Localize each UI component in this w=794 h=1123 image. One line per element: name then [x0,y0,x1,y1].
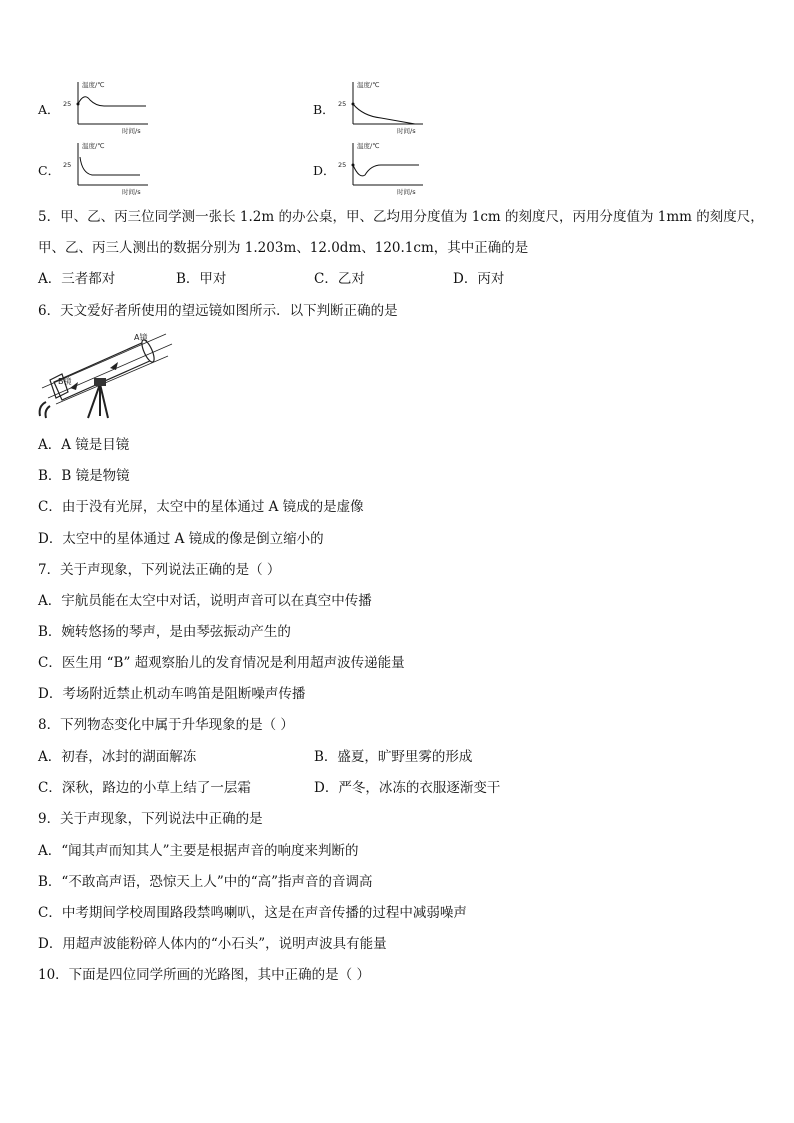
graph-option-d [313,139,423,197]
option-label: A． [38,102,60,117]
q8-option-c: C．深秋，路边的小草上结了一层霜 [38,780,251,796]
y-axis-label: 温度/℃ [357,81,380,89]
question-8-stem: 8．下列物态变化中属于升华现象的是（ ） [38,717,294,733]
x-axis-label: 时间/s [122,127,141,135]
tick-label: 25 [338,161,347,169]
tick-label: 25 [63,161,72,169]
q9-option-b: B．“不敢高声语，恐惊天上人”中的“高”指声音的音调高 [38,874,373,890]
x-axis-label: 时间/s [397,127,416,135]
q5-option-c: C．乙对 [314,271,365,287]
q9-option-a: A．“闻其声而知其人”主要是根据声音的响度来判断的 [38,843,359,859]
option-label: B． [313,102,335,117]
q9-option-c: C．中考期间学校周围路段禁鸣喇叭，这是在声音传播的过程中减弱噪声 [38,905,467,921]
temperature-time-graph-b [335,78,425,136]
question-7-stem: 7．关于声现象，下列说法正确的是（ ） [38,562,281,578]
y-axis-label: 温度/℃ [82,81,105,89]
q7-option-a: A．宇航员能在太空中对话，说明声音可以在真空中传播 [38,593,372,609]
lens-a-label: A镜 [134,333,148,342]
q6-option-b: B．B 镜是物镜 [38,468,130,484]
q5-option-d: D．丙对 [453,271,505,287]
q7-option-b: B．婉转悠扬的琴声，是由琴弦振动产生的 [38,624,291,640]
question-9-stem: 9．关于声现象，下列说法中正确的是 [38,811,263,827]
q8-option-d: D．严冬，冰冻的衣服逐渐变干 [314,780,501,796]
graph-option-a [38,78,148,136]
q6-option-a: A．A 镜是目镜 [38,437,130,453]
q8-option-b: B．盛夏，旷野里雾的形成 [314,749,473,765]
lens-b-label: B镜 [58,377,72,386]
q7-option-d: D．考场附近禁止机动车鸣笛是阻断噪声传播 [38,686,306,702]
temperature-time-graph-a [60,78,150,136]
y-axis-label: 温度/℃ [357,142,380,150]
q5-option-b: B．甲对 [176,271,227,287]
q6-option-d: D．太空中的星体通过 A 镜成的像是倒立缩小的 [38,531,324,547]
option-label: C． [38,163,61,178]
telescope-figure [36,332,176,424]
question-5-stem-line1: 5．甲、乙、丙三位同学测一张长 1.2m 的办公桌，甲、乙均用分度值为 1cm 的刻度尺，丙用分度值为 1mm 的刻度尺， [38,209,764,225]
option-label: D． [313,163,336,178]
tick-label: 25 [63,100,72,108]
graph-option-c [38,139,148,197]
temperature-time-graph-c [60,139,150,197]
question-6-stem: 6．天文爱好者所使用的望远镜如图所示．以下判断正确的是 [38,303,398,319]
graph-option-b [313,78,423,136]
q8-option-a: A．初春，冰封的湖面解冻 [38,749,197,765]
x-axis-label: 时间/s [122,188,141,196]
temperature-time-graph-d [335,139,425,197]
q9-option-d: D．用超声波能粉碎人体内的“小石头”，说明声波具有能量 [38,936,387,952]
question-10-stem: 10．下面是四位同学所画的光路图，其中正确的是（ ） [38,967,370,983]
x-axis-label: 时间/s [397,188,416,196]
y-axis-label: 温度/℃ [82,142,105,150]
question-5-stem-line2: 甲、乙、丙三人测出的数据分别为 1.203m、12.0dm、120.1cm，其中正确的是 [38,240,529,256]
q6-option-c: C．由于没有光屏，太空中的星体通过 A 镜成的是虚像 [38,499,364,515]
q7-option-c: C．医生用 “B” 超观察胎儿的发育情况是利用超声波传递能量 [38,655,405,671]
q5-option-a: A．三者都对 [38,271,116,287]
tick-label: 25 [338,100,347,108]
